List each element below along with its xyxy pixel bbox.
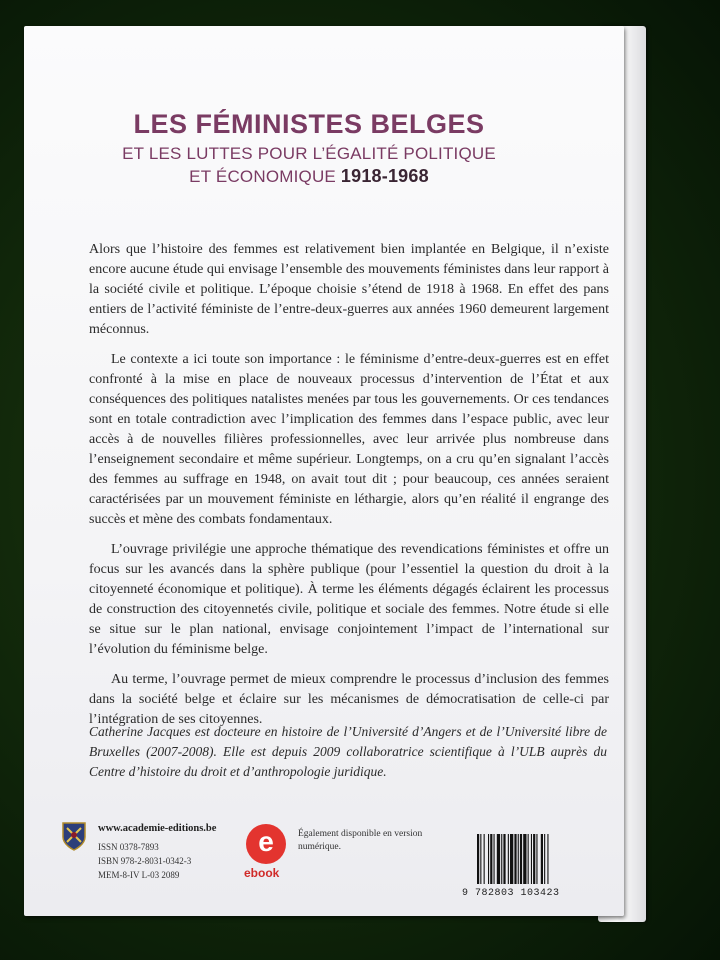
title-subtitle-prefix: ET ÉCONOMIQUE (189, 167, 336, 186)
book-back-cover (24, 26, 624, 916)
blurb (89, 240, 609, 740)
author-bio: Catherine Jacques est docteure en histoire de l’Université d’Angers et de l’Université libre de Bruxelles (2007-2008). Elle est depuis 2009 collaboratrice scientifique à l’ULB auprès du Centre d’histoire du droit et d’anthropologie juridique. (89, 724, 607, 779)
ebook-logo-letter: e (258, 826, 274, 857)
publisher-website[interactable]: www.academie-editions.be (98, 823, 217, 834)
title-years: 1918-1968 (340, 166, 429, 186)
ebook-line-2: numérique. (298, 842, 342, 852)
blurb-paragraph-2: Le contexte a ici toute son importance : le féminisme d’entre-deux-guerres est en effet confronté à la mise en place de nouveaux processus d’intervention de l’État et aux conséquences des politiques natalistes menées par tous les gouvernements. Or ces tendances sont en totale contradiction avec l’implication des femmes dans l’espace public, avec leur accès à de nouvelles filières professionnelles, avec leur arrivée plus nombreuse dans l’enseignement secondaire et même supérieur. Longtemps, on a cru qu’en signalant l’accès des femmes au suffrage en 1948, on avait tout dit ; pour beaucoup, ces années seraient caractérisées par un mouvement féministe en léthargie, alors qu’en réalité il engrange des succès et mène des combats fondamentaux. (89, 352, 609, 527)
issn: ISSN 0378-7893 (98, 842, 159, 852)
barcode-number: 9 782803 103423 (462, 888, 560, 899)
ebook-logo-icon (246, 824, 286, 864)
blurb-paragraph-3: L’ouvrage privilégie une approche thématique des revendications féministes et offre un focus sur les avancés dans la sphère publique (pour l’essentiel la question du droit à la citoyenneté économique et politique). À terme les éléments dégagés éclairent les processus de construction des citoyennetés civile, politique et sociale des femmes. Notre étude si elle se situe sur le plan national, envisage conjointement l’impact de l’international sur l’évolution du féminisme belge. (89, 542, 609, 657)
mem-code: MEM-8-IV L-03 2089 (98, 870, 180, 880)
ebook-label: ebook (244, 866, 280, 880)
ebook-line-1: Également disponible en version (298, 829, 423, 839)
publisher-info (98, 822, 216, 882)
title-subtitle-line1: ET LES LUTTES POUR L’ÉGALITÉ POLITIQUE (122, 144, 496, 163)
title-main: LES FÉMINISTES BELGES (133, 109, 485, 139)
blurb-paragraph-1: Alors que l’histoire des femmes est relativement bien implantée en Belgique, il n’existe encore aucune étude qui envisage l’ensemble des mouvements féministes dans leur rapport à la société civile et politique. L’époque choisie s’étend de 1918 à 1968. En effet des pans entiers de l’activité féministe de l’entre-deux-guerres aux années 1960 demeurent largement méconnus. (89, 242, 609, 337)
title-subtitle-line2 (24, 165, 594, 188)
publisher-crest-icon (60, 820, 88, 852)
isbn: ISBN 978-2-8031-0342-3 (98, 856, 192, 866)
blurb-paragraph-4: Au terme, l’ouvrage permet de mieux comprendre le processus d’inclusion des femmes dans la société belge et éclaire sur les mécanismes de démocratisation de celle-ci par l’intégration de ses citoyennes. (89, 672, 609, 727)
ebook-availability (298, 828, 422, 854)
cover-footer (24, 818, 624, 908)
barcode-icon (476, 834, 576, 884)
book-title (24, 108, 594, 188)
